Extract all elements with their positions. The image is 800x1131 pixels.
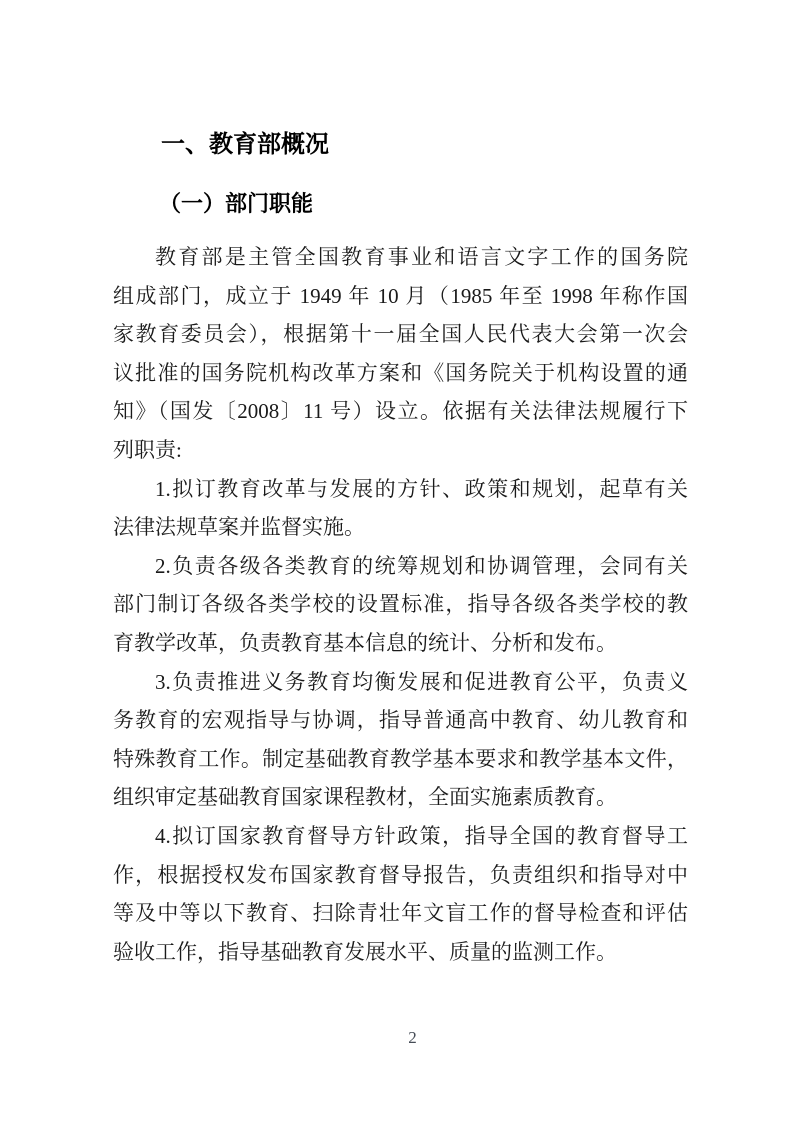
paragraph-duty-1 bbox=[113, 470, 688, 547]
subsection-heading: （一）部门职能 bbox=[159, 191, 314, 216]
paragraph-duty-3 bbox=[113, 663, 688, 817]
document-line: 组织审定基础教育国家课程教材，全面实施素质教育。 bbox=[113, 785, 617, 810]
document-line: 4.拟订国家教育督导方针政策，指导全国的教育督导工 bbox=[155, 823, 688, 848]
document-line: 特殊教育工作。制定基础教育教学基本要求和教学基本文件， bbox=[113, 746, 688, 771]
document-line: 议批准的国务院机构改革方案和《国务院关于机构设置的通 bbox=[113, 360, 688, 385]
document-line: 1.拟订教育改革与发展的方针、政策和规划，起草有关 bbox=[155, 476, 688, 501]
document-line: 等及中等以下教育、扫除青壮年文盲工作的督导检查和评估 bbox=[113, 901, 688, 926]
document-line: 列职责: bbox=[113, 437, 182, 462]
document-line: 3.负责推进义务教育均衡发展和促进教育公平，负责义 bbox=[155, 669, 688, 694]
document-line: 法律法规草案并监督实施。 bbox=[113, 515, 365, 540]
document-line: 2.负责各级各类教育的统筹规划和协调管理，会同有关 bbox=[155, 553, 688, 578]
body-text bbox=[113, 238, 688, 971]
section-heading: 一、教育部概况 bbox=[161, 131, 329, 158]
document-line: 知》（国发〔2008〕11 号）设立。依据有关法律法规履行下 bbox=[113, 399, 688, 424]
document-line: 组成部门，成立于 1949 年 10 月（1985 年至 1998 年称作国 bbox=[113, 283, 688, 308]
document-line: 教育部是主管全国教育事业和语言文字工作的国务院 bbox=[155, 245, 688, 269]
paragraph-intro bbox=[113, 238, 688, 470]
paragraph-duty-4 bbox=[113, 817, 688, 971]
document-line: 部门制订各级各类学校的设置标准，指导各级各类学校的教 bbox=[113, 592, 688, 617]
document-line: 家教育委员会），根据第十一届全国人民代表大会第一次会 bbox=[113, 322, 688, 347]
page-number: 2 bbox=[408, 1028, 417, 1047]
paragraph-duty-2 bbox=[113, 547, 688, 663]
document-line: 作，根据授权发布国家教育督导报告，负责组织和指导对中 bbox=[113, 862, 688, 887]
document-line: 验收工作，指导基础教育发展水平、质量的监测工作。 bbox=[113, 939, 617, 964]
document-line: 务教育的宏观指导与协调，指导普通高中教育、幼儿教育和 bbox=[113, 708, 688, 733]
document-line: 育教学改革，负责教育基本信息的统计、分析和发布。 bbox=[113, 630, 617, 655]
